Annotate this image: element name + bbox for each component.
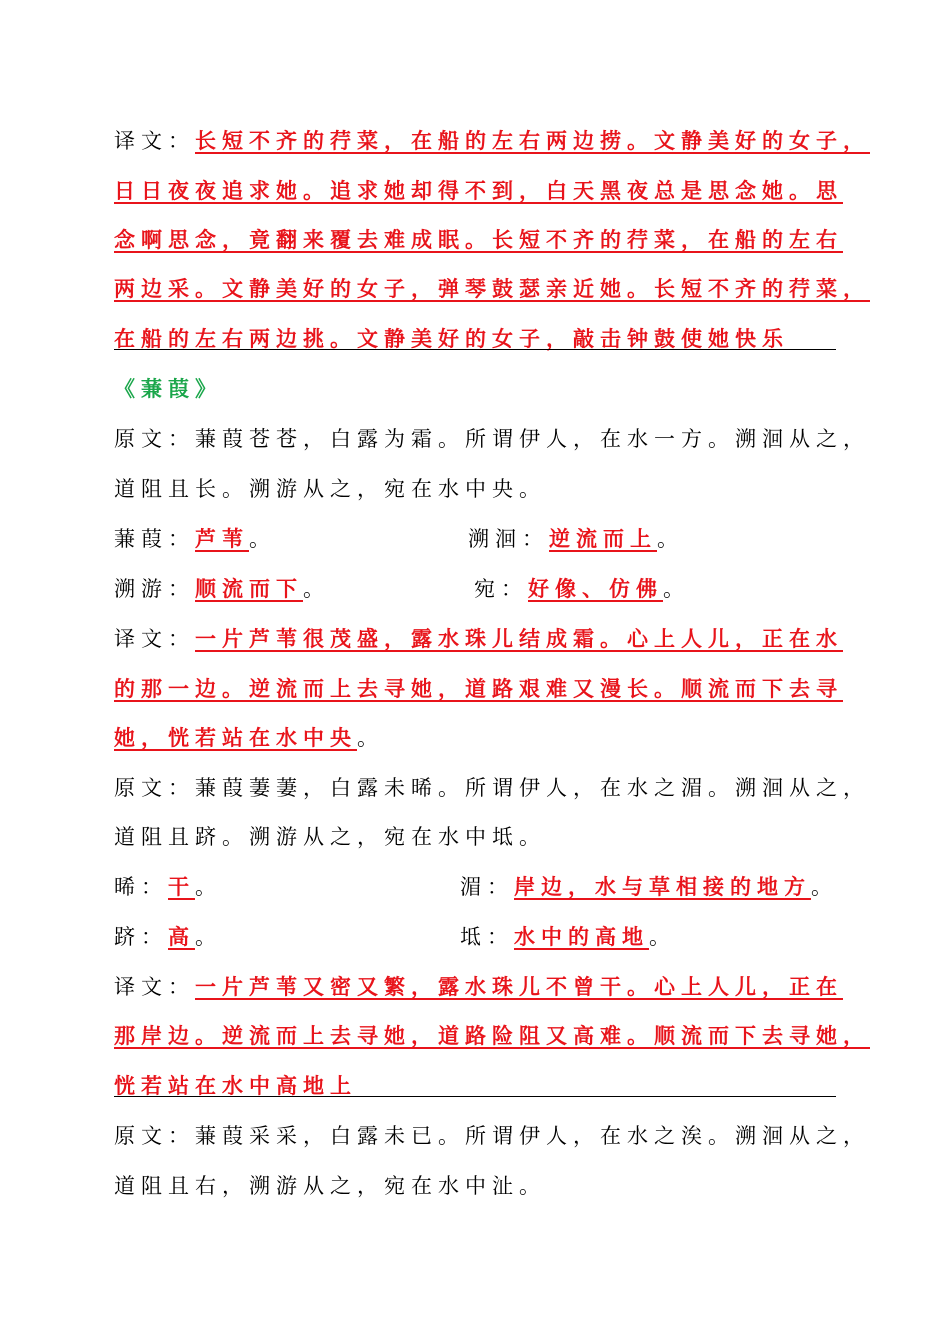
original-text-line: 道阻且跻。溯游从之，宛在水中坻。: [114, 825, 546, 849]
translation-line: 恍若站在水中高地上: [114, 1074, 357, 1098]
gloss-item: 宛：好像、仿佛。: [474, 577, 690, 601]
translation-line: 在船的左右两边挑。文静美好的女子，敲击钟鼓使她快乐: [114, 327, 789, 351]
answer-underline: [114, 349, 836, 350]
original-text-line: 原文：蒹葭苍苍，白露为霜。所谓伊人，在水一方。溯洄从之，: [114, 427, 870, 451]
gloss-item: 溯洄：逆流而上。: [468, 527, 684, 551]
gloss-item: 晞：干。: [114, 875, 222, 899]
translation-line: 日日夜夜追求她。追求她却得不到，白天黑夜总是思念她。思: [114, 179, 843, 203]
original-text-line: 道阻且长。溯游从之，宛在水中央。: [114, 477, 546, 501]
original-text-line: 原文：蒹葭采采，白露未已。所谓伊人，在水之涘。溯洄从之，: [114, 1124, 870, 1148]
gloss-item: 蒹葭：芦苇。: [114, 527, 276, 551]
translation-line: 的那一边。逆流而上去寻她，道路艰难又漫长。顺流而下去寻: [114, 677, 843, 701]
gloss-item: 溯游：顺流而下。: [114, 577, 330, 601]
translation-line: 念啊思念，竟翻来覆去难成眠。长短不齐的荇菜，在船的左右: [114, 228, 843, 252]
translation-line: 那岸边。逆流而上去寻她，道路险阻又高难。顺流而下去寻她，: [114, 1024, 870, 1048]
gloss-item: 跻：高。: [114, 925, 222, 949]
translation-line: 她，恍若站在水中央。: [114, 726, 384, 750]
translation-line: 两边采。文静美好的女子，弹琴鼓瑟亲近她。长短不齐的荇菜，: [114, 277, 870, 301]
gloss-item: 坻：水中的高地。: [460, 925, 676, 949]
poem-title: 《蒹葭》: [114, 377, 222, 401]
gloss-item: 湄：岸边，水与草相接的地方。: [460, 875, 838, 899]
original-text-line: 道阻且右，溯游从之，宛在水中沚。: [114, 1174, 546, 1198]
answer-underline: [114, 1096, 836, 1097]
original-text-line: 原文：蒹葭萋萋，白露未晞。所谓伊人，在水之湄。溯洄从之，: [114, 776, 870, 800]
translation-line: 译文：一片芦苇又密又繁，露水珠儿不曾干。心上人儿，正在: [114, 975, 843, 999]
translation-line: 译文：长短不齐的荇菜，在船的左右两边捞。文静美好的女子，: [114, 129, 870, 153]
translation-line: 译文：一片芦苇很茂盛，露水珠儿结成霜。心上人儿，正在水: [114, 627, 843, 651]
